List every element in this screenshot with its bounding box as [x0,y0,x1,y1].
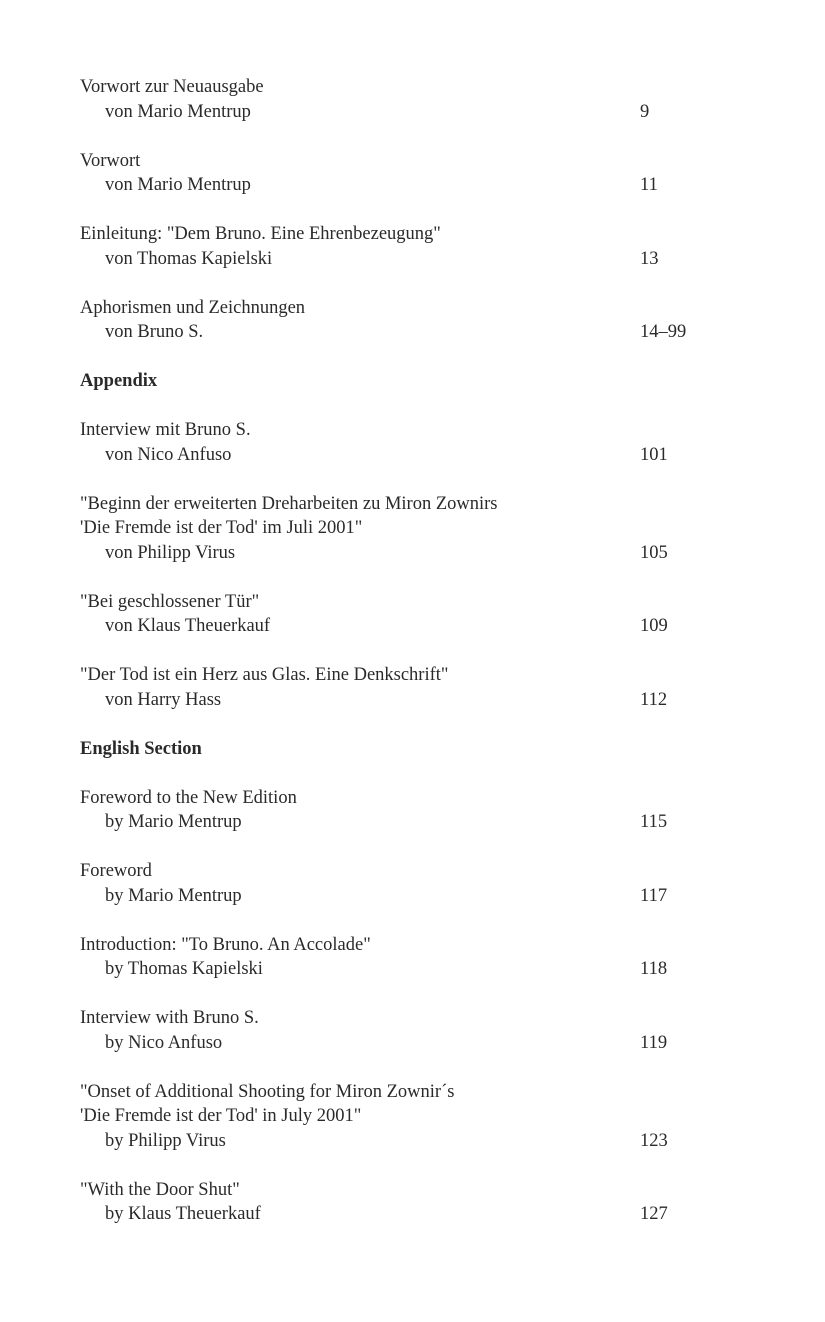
toc-group-appendix [80,418,760,712]
toc-group-german [80,75,760,345]
toc-entry [80,859,760,908]
toc-entry-title: Introduction: "To Bruno. An Accolade" [80,934,371,955]
toc-entry-author: von Nico Anfuso [105,444,232,465]
toc-entry [80,933,760,982]
toc-entry-page-number: 115 [640,812,668,832]
toc-entry [80,663,760,712]
toc-entry-author: von Klaus Theuerkauf [105,616,271,636]
toc-entry-title: "Onset of Additional Shooting for Miron Zownir´s [80,1081,455,1102]
toc-group-english [80,786,760,1227]
toc-entry-title: Interview mit Bruno S. [80,420,251,440]
toc-entry-author: von Thomas Kapielski [105,248,273,269]
toc-entry-page-number: 117 [640,885,668,906]
toc-entry-author: by Klaus Theuerkauf [105,1204,261,1224]
table-of-contents [80,75,760,1251]
toc-entry-title: "Der Tod ist ein Herz aus Glas. Eine Denkschrift" [80,665,449,685]
toc-entry-title: 'Die Fremde ist der Tod' im Juli 2001" [80,518,363,538]
toc-entry-page-number: 13 [640,248,659,269]
toc-entry-page-number: 112 [640,689,668,710]
toc-entry [80,418,760,467]
toc-entry-author: von Harry Hass [105,689,222,710]
toc-entry-page-number: 105 [640,542,668,563]
toc-entry-page-number: 14–99 [640,322,687,342]
toc-entry [80,1178,760,1227]
toc-entry-page-number: 118 [640,959,668,979]
section-heading-appendix: Appendix [80,371,158,391]
toc-entry [80,75,760,124]
toc-entry-author: by Thomas Kapielski [105,959,263,979]
toc-entry-title: "Bei geschlossener Tür" [80,591,260,612]
toc-entry-author: von Philipp Virus [105,542,236,563]
toc-entry-title: "Beginn der erweiterten Dreharbeiten zu Miron Zownirs [80,493,498,514]
section-heading-english: English Section [80,738,202,759]
toc-entry-title: 'Die Fremde ist der Tod' in July 2001" [80,1106,362,1126]
toc-entry-author: von Bruno S. [105,322,204,342]
toc-entry-author: von Mario Mentrup [105,175,251,195]
toc-entry-page-number: 123 [640,1130,668,1151]
toc-entry [80,1006,760,1055]
toc-entry [80,1080,760,1154]
toc-entry [80,149,760,198]
toc-entry-page-number: 127 [640,1204,668,1224]
toc-entry-author: by Philipp Virus [105,1130,226,1151]
toc-entry-title: Vorwort zur Neuausgabe [80,77,264,97]
toc-entry-page-number: 109 [640,616,668,636]
toc-entry-title: Interview with Bruno S. [80,1008,259,1028]
toc-entry-author: by Mario Mentrup [105,885,242,906]
toc-entry-author: by Mario Mentrup [105,812,242,832]
toc-entry-page-number: 11 [640,175,658,195]
toc-entry-title: Foreword [80,861,152,881]
toc-entry-title: Aphorismen und Zeichnungen [80,297,306,318]
toc-entry-title: Einleitung: "Dem Bruno. Eine Ehrenbezeugung" [80,224,441,244]
toc-entry-title: Vorwort [80,150,141,171]
toc-entry-title: "With the Door Shut" [80,1179,240,1200]
toc-entry-title: Foreword to the New Edition [80,787,297,808]
toc-entry-author: by Nico Anfuso [105,1032,223,1053]
toc-entry [80,786,760,835]
toc-entry [80,492,760,566]
toc-entry-page-number: 101 [640,444,668,465]
toc-entry [80,222,760,271]
toc-entry [80,296,760,345]
toc-entry [80,590,760,639]
toc-entry-page-number: 119 [640,1032,668,1053]
toc-entry-author: von Mario Mentrup [105,101,251,122]
toc-entry-page-number: 9 [640,101,650,122]
